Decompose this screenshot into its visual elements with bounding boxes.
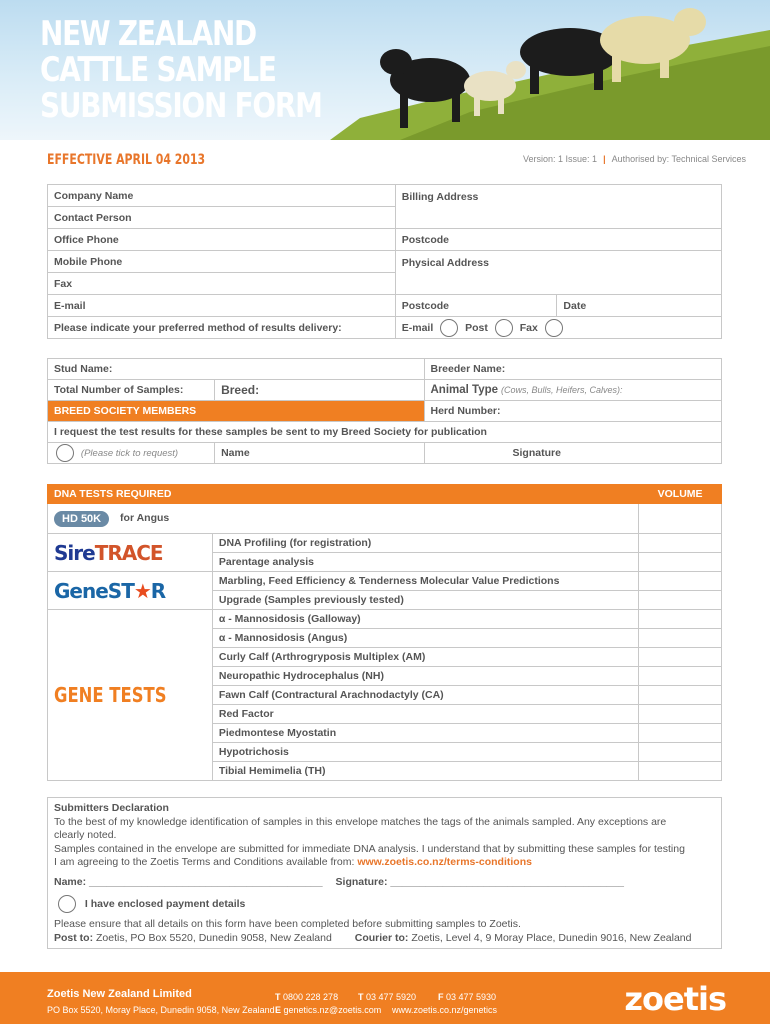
test-item: Piedmontese Myostatin bbox=[212, 724, 638, 743]
tick-cell bbox=[48, 443, 215, 464]
society-signature-field[interactable]: Signature bbox=[424, 443, 722, 464]
footer-email[interactable]: E genetics.nz@zoetis.com bbox=[275, 1005, 382, 1015]
submitters-declaration bbox=[47, 797, 722, 949]
publication-checkbox[interactable] bbox=[56, 444, 74, 462]
volume-cell[interactable] bbox=[639, 762, 722, 781]
dna-tests-header: DNA TESTS REQUIRED bbox=[48, 485, 639, 504]
version-info: Version: 1 Issue: 1 | Authorised by: Technical Services bbox=[523, 154, 746, 164]
stud-name-field[interactable]: Stud Name: bbox=[48, 359, 425, 380]
herd-number-field[interactable]: Herd Number: bbox=[424, 401, 722, 422]
payment-checkbox[interactable] bbox=[58, 895, 76, 913]
delivery-email-label: E-mail bbox=[401, 321, 434, 334]
courier-label: Courier to: bbox=[354, 931, 409, 944]
effective-date: EFFECTIVE APRIL 04 2013 bbox=[47, 152, 206, 168]
test-item: Tibial Hemimelia (TH) bbox=[212, 762, 638, 781]
test-item: Fawn Calf (Contractural Arachnodactyly (CA) bbox=[212, 686, 638, 705]
gene-tests-label: GENE TESTS bbox=[48, 610, 213, 781]
footer bbox=[0, 972, 770, 1024]
delivery-fax-checkbox[interactable] bbox=[545, 319, 563, 337]
post-label: Post to: bbox=[54, 931, 94, 944]
breeder-name-field[interactable]: Breeder Name: bbox=[424, 359, 722, 380]
test-item: Neuropathic Hydrocephalus (NH) bbox=[212, 667, 638, 686]
volume-cell[interactable] bbox=[639, 591, 722, 610]
sire-trace-logo: SireTRACE bbox=[48, 534, 213, 572]
billing-address-field[interactable]: Billing Address bbox=[395, 185, 721, 229]
header-banner bbox=[0, 0, 770, 140]
postcode-field[interactable]: Postcode bbox=[395, 229, 721, 251]
declaration-name-field[interactable]: Name: ________________________________________ bbox=[54, 875, 323, 888]
volume-cell[interactable] bbox=[639, 648, 722, 667]
post-courier-line bbox=[54, 932, 715, 946]
delivery-post-checkbox[interactable] bbox=[495, 319, 513, 337]
test-item: α - Mannosidosis (Angus) bbox=[212, 629, 638, 648]
hd50k-row bbox=[48, 504, 639, 534]
stud-details-table bbox=[47, 358, 722, 464]
volume-cell[interactable] bbox=[639, 534, 722, 553]
animal-type-field[interactable] bbox=[424, 380, 722, 401]
animal-type-label: Animal Type bbox=[430, 384, 499, 396]
authorised-text: Authorised by: Technical Services bbox=[611, 154, 746, 164]
test-item: Red Factor bbox=[212, 705, 638, 724]
courier-address: Zoetis, Level 4, 9 Moray Place, Dunedin 9016, New Zealand bbox=[411, 931, 692, 944]
test-item: DNA Profiling (for registration) bbox=[212, 534, 638, 553]
test-item: Marbling, Feed Efficiency & Tenderness Molecular Value Predictions bbox=[212, 572, 638, 591]
volume-cell[interactable] bbox=[639, 610, 722, 629]
declaration-text: To the best of my knowledge identification of samples in this envelope matches the tags of the animals sampled. Any exceptions are bbox=[54, 815, 667, 828]
payment-label: I have enclosed payment details bbox=[84, 897, 246, 910]
test-item: Parentage analysis bbox=[212, 553, 638, 572]
dna-tests-table bbox=[47, 484, 722, 781]
declaration-signature-field[interactable]: Signature: ________________________________________ bbox=[335, 875, 624, 888]
volume-cell[interactable] bbox=[639, 743, 722, 762]
test-item: Curly Calf (Arthrogryposis Multiplex (AM) bbox=[212, 648, 638, 667]
publication-request: I request the test results for these samples be sent to my Breed Society for publication bbox=[48, 422, 722, 443]
company-name-field[interactable]: Company Name bbox=[48, 185, 396, 207]
fax-field[interactable]: Fax bbox=[48, 273, 396, 295]
declaration-text: clearly noted. bbox=[54, 829, 117, 841]
delivery-fax-label: Fax bbox=[519, 321, 538, 334]
zoetis-logo: zoetis bbox=[624, 980, 726, 1018]
breed-society-header: BREED SOCIETY MEMBERS bbox=[48, 401, 425, 422]
ensure-text: Please ensure that all details on this form have been completed before submitting samples to Zoetis. bbox=[54, 918, 521, 930]
volume-header: VOLUME bbox=[639, 485, 722, 504]
declaration-title: Submitters Declaration bbox=[54, 802, 169, 814]
genestar-logo: GeneST★R bbox=[48, 572, 213, 610]
footer-phone: T 0800 228 278 bbox=[275, 992, 339, 1002]
declaration-text: Samples contained in the envelope are submitted for immediate DNA analysis. I understand that by submitting these samples for testing bbox=[54, 842, 685, 855]
for-angus-label: for Angus bbox=[120, 512, 170, 525]
date-field[interactable]: Date bbox=[557, 295, 722, 317]
volume-cell[interactable] bbox=[639, 629, 722, 648]
animal-type-note: (Cows, Bulls, Heifers, Calves): bbox=[500, 385, 623, 395]
footer-company: Zoetis New Zealand Limited bbox=[47, 988, 192, 1000]
delivery-email-checkbox[interactable] bbox=[440, 319, 458, 337]
test-item: α - Mannosidosis (Galloway) bbox=[212, 610, 638, 629]
delivery-options bbox=[395, 317, 721, 339]
footer-address: PO Box 5520, Moray Place, Dunedin 9058, New Zealand bbox=[47, 1005, 275, 1015]
footer-website[interactable]: www.zoetis.co.nz/genetics bbox=[392, 1005, 498, 1015]
contact-details-table bbox=[47, 184, 722, 339]
volume-cell-hd50k[interactable] bbox=[639, 504, 722, 534]
test-item: Hypotrichosis bbox=[212, 743, 638, 762]
volume-cell[interactable] bbox=[639, 686, 722, 705]
postcode-2-field[interactable]: Postcode bbox=[395, 295, 557, 317]
declaration-text-part: I am agreeing to the Zoetis Terms and Conditions available from: bbox=[54, 856, 355, 868]
contact-person-field[interactable]: Contact Person bbox=[48, 207, 396, 229]
post-address: Zoetis, PO Box 5520, Dunedin 9058, New Zealand bbox=[96, 931, 332, 944]
email-field[interactable]: E-mail bbox=[48, 295, 396, 317]
test-item: Upgrade (Samples previously tested) bbox=[212, 591, 638, 610]
breed-field[interactable]: Breed: bbox=[215, 380, 424, 401]
office-phone-field[interactable]: Office Phone bbox=[48, 229, 396, 251]
volume-cell[interactable] bbox=[639, 667, 722, 686]
society-name-field[interactable]: Name bbox=[215, 443, 424, 464]
total-samples-field[interactable]: Total Number of Samples: bbox=[48, 380, 215, 401]
physical-address-field[interactable]: Physical Address bbox=[395, 251, 721, 295]
volume-cell[interactable] bbox=[639, 724, 722, 743]
delivery-prompt: Please indicate your preferred method of results delivery: bbox=[48, 317, 396, 339]
volume-cell[interactable] bbox=[639, 553, 722, 572]
mobile-phone-field[interactable]: Mobile Phone bbox=[48, 251, 396, 273]
delivery-post-label: Post bbox=[465, 321, 488, 334]
tick-note: (Please tick to request) bbox=[80, 447, 179, 459]
name-signature-line bbox=[54, 876, 715, 890]
payment-row bbox=[54, 895, 715, 913]
hd50k-logo: HD 50K bbox=[54, 511, 109, 527]
footer-phone-2: T 03 477 5920 bbox=[358, 992, 417, 1002]
version-text: Version: 1 Issue: 1 bbox=[523, 154, 598, 164]
form-title: NEW ZEALAND CATTLE SAMPLE SUBMISSION FORM bbox=[40, 14, 322, 126]
declaration-text bbox=[54, 856, 715, 870]
footer-fax: F 03 477 5930 bbox=[438, 992, 497, 1002]
terms-link[interactable]: www.zoetis.co.nz/terms-conditions bbox=[357, 856, 532, 868]
volume-cell[interactable] bbox=[639, 572, 722, 591]
volume-cell[interactable] bbox=[639, 705, 722, 724]
